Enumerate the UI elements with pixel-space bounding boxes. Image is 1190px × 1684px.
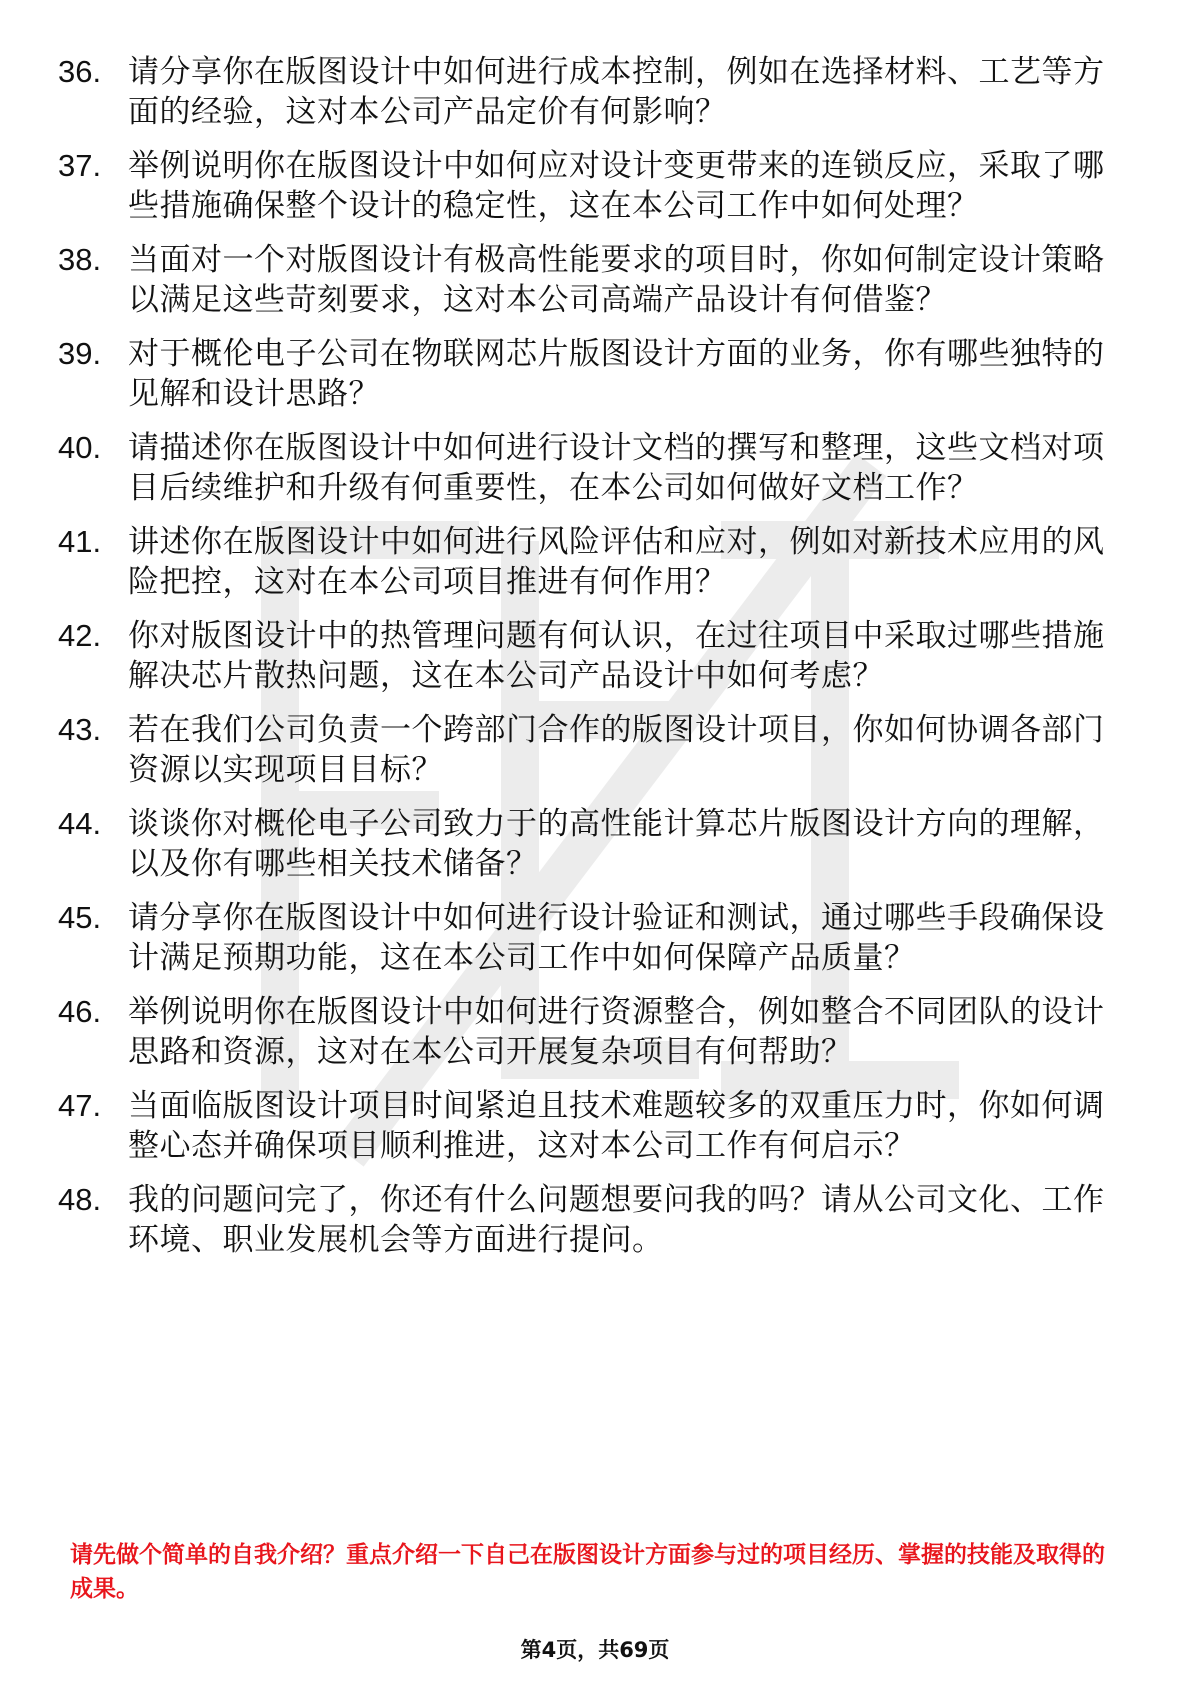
list-item [58,898,1118,978]
question-text: 举例说明你在版图设计中如何进行资源整合，例如整合不同团队的设计思路和资源，这对在本公司开展复杂项目有何帮助？ [128,994,1105,1070]
list-item [58,616,1118,696]
list-item [58,522,1118,602]
list-item [58,146,1118,226]
question-number: 40. [58,430,102,465]
question-text: 若在我们公司负责一个跨部门合作的版图设计项目，你如何协调各部门资源以实现项目目标？ [128,712,1105,788]
question-number: 46. [58,994,102,1029]
highlight-note: 请先做个简单的自我介绍？重点介绍一下自己在版图设计方面参与过的项目经历、掌握的技能及取得的成果。 [70,1542,1105,1602]
question-number: 42. [58,618,102,653]
question-text: 我的问题问完了，你还有什么问题想要问我的吗？请从公司文化、工作环境、职业发展机会等方面进行提问。 [128,1182,1105,1258]
question-number: 41. [58,524,102,559]
question-number: 36. [58,54,102,89]
question-text: 举例说明你在版图设计中如何应对设计变更带来的连锁反应，采取了哪些措施确保整个设计的稳定性，这在本公司工作中如何处理？ [128,148,1105,224]
list-item [58,334,1118,414]
page-footer: 第4页，共69页 [520,1638,670,1662]
question-text: 当面对一个对版图设计有极高性能要求的项目时，你如何制定设计策略以满足这些苛刻要求，这对本公司高端产品设计有何借鉴？ [128,242,1105,318]
question-number: 44. [58,806,102,841]
question-number: 39. [58,336,102,371]
list-item [58,1086,1118,1166]
list-item [58,52,1118,132]
list-item [58,804,1118,884]
question-text: 请分享你在版图设计中如何进行成本控制，例如在选择材料、工艺等方面的经验，这对本公司产品定价有何影响？ [128,54,1105,130]
question-number: 47. [58,1088,102,1123]
list-item [58,710,1118,790]
question-number: 38. [58,242,102,277]
question-text: 当面临版图设计项目时间紧迫且技术难题较多的双重压力时，你如何调整心态并确保项目顺利推进，这对本公司工作有何启示？ [128,1088,1105,1164]
question-number: 43. [58,712,102,747]
question-text: 谈谈你对概伦电子公司致力于的高性能计算芯片版图设计方向的理解，以及你有哪些相关技术储备？ [128,806,1105,882]
list-item [58,992,1118,1072]
list-item [58,1180,1118,1260]
question-text: 请描述你在版图设计中如何进行设计文档的撰写和整理，这些文档对项目后续维护和升级有何重要性，在本公司如何做好文档工作？ [128,430,1105,506]
question-text: 对于概伦电子公司在物联网芯片版图设计方面的业务，你有哪些独特的见解和设计思路？ [128,336,1105,412]
list-item [58,240,1118,320]
question-number: 37. [58,148,102,183]
list-item [58,428,1118,508]
question-text: 你对版图设计中的热管理问题有何认识，在过往项目中采取过哪些措施解决芯片散热问题，这在本公司产品设计中如何考虑？ [128,618,1105,694]
question-text: 讲述你在版图设计中如何进行风险评估和应对，例如对新技术应用的风险把控，这对在本公司项目推进有何作用？ [128,524,1105,600]
question-list [58,52,1118,1274]
question-number: 45. [58,900,102,935]
question-number: 48. [58,1182,102,1217]
question-text: 请分享你在版图设计中如何进行设计验证和测试，通过哪些手段确保设计满足预期功能，这在本公司工作中如何保障产品质量？ [128,900,1105,976]
